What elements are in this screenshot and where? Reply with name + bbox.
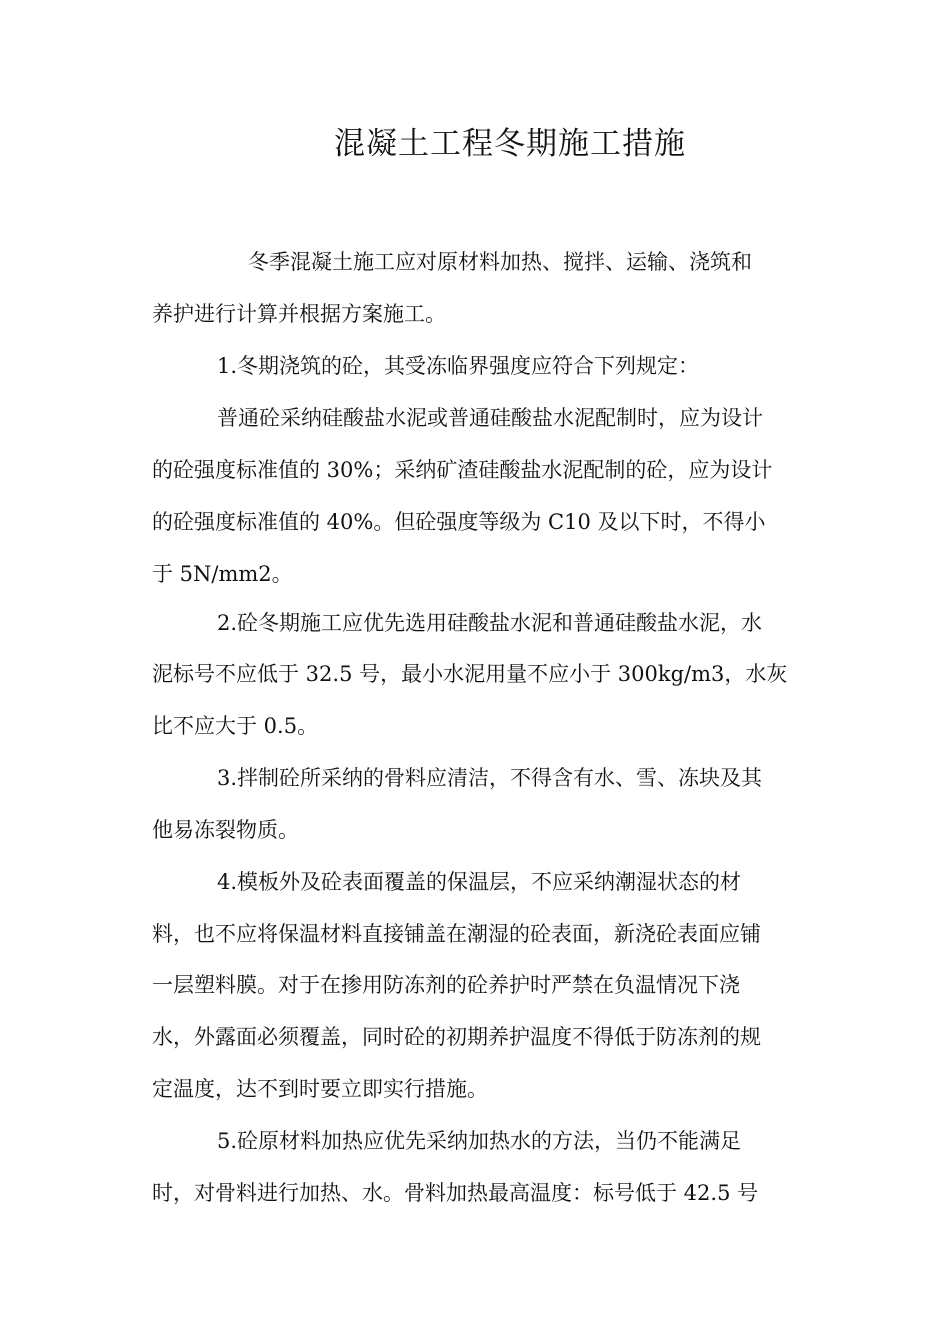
paragraph-line: 定温度，达不到时要立即实行措施。 xyxy=(152,1077,488,1101)
paragraph-line: 料，也不应将保温材料直接铺盖在潮湿的砼表面，新浇砼表面应铺 xyxy=(152,922,761,946)
paragraph-line: 他易冻裂物质。 xyxy=(152,818,299,842)
paragraph-line: 2.砼冬期施工应优先选用硅酸盐水泥和普通硅酸盐水泥，水 xyxy=(217,611,763,635)
document-title: 混凝土工程冬期施工措施 xyxy=(334,126,686,162)
paragraph-line: 泥标号不应低于 32.5 号，最小水泥用量不应小于 300kg/m3，水灰 xyxy=(152,662,788,686)
paragraph-line: 5.砼原材料加热应优先采纳加热水的方法，当仍不能满足 xyxy=(217,1129,742,1153)
paragraph-line: 养护进行计算并根据方案施工。 xyxy=(152,302,446,326)
paragraph-line: 3.拌制砼所采纳的骨料应清洁，不得含有水、雪、冻块及其 xyxy=(217,766,763,790)
paragraph-line: 普通砼采纳硅酸盐水泥或普通硅酸盐水泥配制时，应为设计 xyxy=(217,406,763,430)
paragraph-line: 于 5N/mm2。 xyxy=(152,562,293,586)
paragraph-line: 4.模板外及砼表面覆盖的保温层，不应采纳潮湿状态的材 xyxy=(217,870,742,894)
paragraph-line: 比不应大于 0.5。 xyxy=(152,714,319,738)
paragraph-line: 的砼强度标准值的 30%；采纳矿渣硅酸盐水泥配制的砼，应为设计 xyxy=(152,458,773,482)
paragraph-line: 一层塑料膜。对于在掺用防冻剂的砼养护时严禁在负温情况下浇 xyxy=(152,973,740,997)
paragraph-line: 时，对骨料进行加热、水。骨料加热最高温度：标号低于 42.5 号 xyxy=(152,1181,759,1205)
paragraph-line: 水，外露面必须覆盖，同时砼的初期养护温度不得低于防冻剂的规 xyxy=(152,1025,761,1049)
paragraph-line: 冬季混凝土施工应对原材料加热、搅拌、运输、浇筑和 xyxy=(248,250,752,274)
paragraph-line: 的砼强度标准值的 40%。但砼强度等级为 C10 及以下时，不得小 xyxy=(152,510,766,534)
paragraph-line: 1.冬期浇筑的砼，其受冻临界强度应符合下列规定： xyxy=(217,354,700,378)
